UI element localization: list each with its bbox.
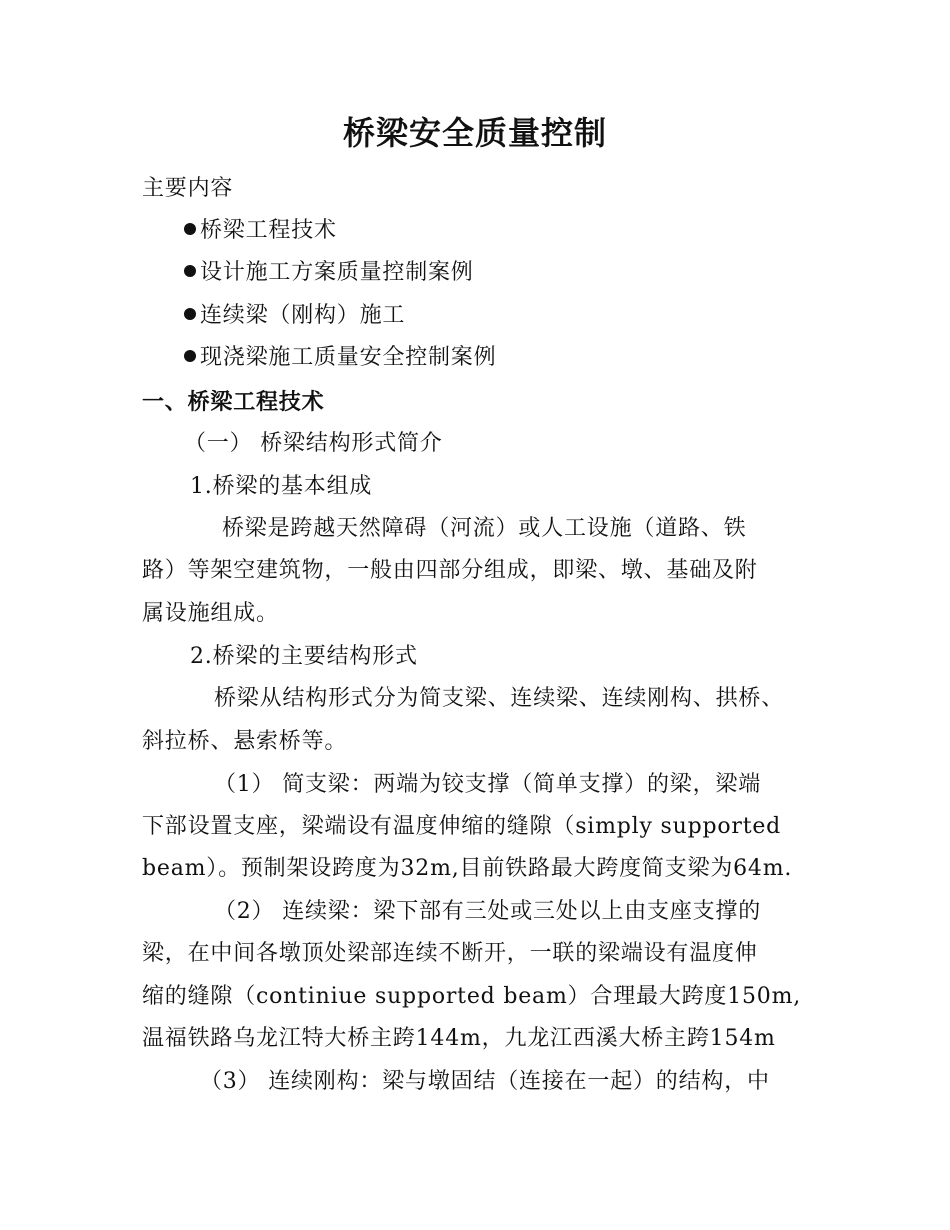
paragraph-line: 属设施组成。: [142, 601, 279, 626]
paragraph-line: 桥梁是跨越天然障碍（河流）或人工设施（道路、铁: [222, 516, 747, 541]
paragraph-line: beam）。预制架设跨度为32m,目前铁路最大跨度简支梁为64m.: [142, 856, 793, 881]
paragraph-line: 缩的缝隙（continiue supported beam）合理最大跨度150m,: [142, 984, 802, 1009]
item-heading-1: 1.桥梁的基本组成: [190, 474, 373, 499]
outline-item-label: 现浇梁施工质量安全控制案例: [200, 345, 497, 370]
paragraph-line: 下部设置支座，梁端设有温度伸缩的缝隙（simply supported: [142, 814, 782, 839]
outline-heading: 主要内容: [142, 176, 234, 201]
subsection-heading: （一） 桥梁结构形式简介: [184, 431, 443, 456]
paragraph-line: 桥梁从结构形式分为简支梁、连续梁、连续刚构、拱桥、: [214, 686, 785, 711]
outline-item-label: 桥梁工程技术: [200, 218, 337, 243]
paragraph-line: 斜拉桥、悬索桥等。: [142, 729, 348, 754]
bullet-icon: [184, 223, 196, 235]
section-heading: 一、桥梁工程技术: [142, 389, 325, 415]
outline-item-label: 设计施工方案质量控制案例: [200, 260, 474, 285]
outline-item-label: 连续梁（刚构）施工: [200, 303, 406, 328]
outline-item-4: [184, 343, 496, 373]
outline-item-3: [184, 301, 405, 331]
paragraph-line: 路）等架空建筑物，一般由四部分组成，即梁、墩、基础及附: [142, 558, 758, 583]
paragraph-line: （1） 简支梁：两端为铰支撑（简单支撑）的梁，梁端: [214, 772, 761, 797]
bullet-icon: [184, 350, 196, 362]
item-heading-2: 2.桥梁的主要结构形式: [190, 644, 418, 669]
outline-item-1: [184, 216, 337, 246]
paragraph-line: 温福铁路乌龙江特大桥主跨144m，九龙江西溪大桥主跨154m: [142, 1026, 776, 1051]
outline-item-2: [184, 258, 474, 288]
bullet-icon: [184, 308, 196, 320]
paragraph-line: 梁，在中间各墩顶处梁部连续不断开，一联的梁端设有温度伸: [142, 941, 758, 966]
paragraph-line: （2） 连续梁：梁下部有三处或三处以上由支座支撑的: [214, 899, 761, 924]
document-title: 桥梁安全质量控制: [342, 114, 607, 152]
bullet-icon: [184, 265, 196, 277]
paragraph-line: （3） 连续刚构：梁与墩固结（连接在一起）的结构，中: [200, 1069, 770, 1094]
